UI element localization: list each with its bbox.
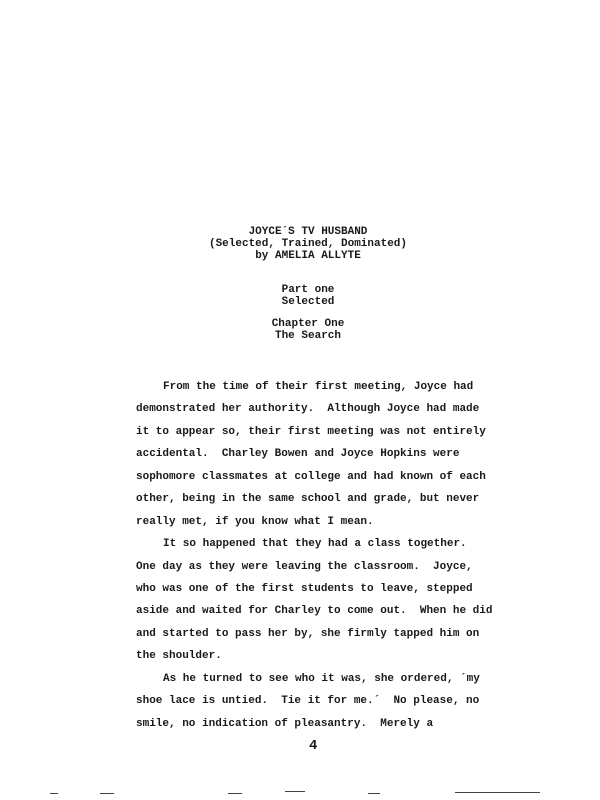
byline: by AMELIA ALLYTE xyxy=(255,250,361,262)
page-number: 4 xyxy=(309,738,318,754)
body-line: it to appear so, their first meeting was not entirely xyxy=(136,426,486,438)
body-line: the shoulder. xyxy=(136,650,222,662)
body-line: accidental. Charley Bowen and Joyce Hopkins were xyxy=(136,448,460,460)
title: JOYCE´S TV HUSBAND xyxy=(248,226,368,238)
scan-artifact xyxy=(285,791,305,792)
body-line: aside and waited for Charley to come out. When he did xyxy=(136,605,493,617)
body-line: who was one of the first students to leave, stepped xyxy=(136,583,473,595)
body-line: demonstrated her authority. Although Joyce had made xyxy=(136,403,480,415)
body-line: and started to pass her by, she firmly tapped him on xyxy=(136,628,480,640)
chapter-title: The Search xyxy=(274,330,341,342)
scan-artifact xyxy=(228,793,242,794)
part-label: Part one xyxy=(281,284,335,296)
body-line: It so happened that they had a class together. xyxy=(163,538,467,550)
scan-artifact xyxy=(50,793,58,794)
scan-artifact xyxy=(455,792,540,793)
scan-artifact xyxy=(100,793,114,794)
scan-artifact xyxy=(368,793,380,794)
chapter-label: Chapter One xyxy=(271,318,345,330)
body-line: smile, no indication of pleasantry. Merely a xyxy=(136,718,434,730)
body-line: One day as they were leaving the classroom. Joyce, xyxy=(136,561,473,573)
part-title: Selected xyxy=(281,296,335,308)
body-line: shoe lace is untied. Tie it for me.´ No please, no xyxy=(136,695,480,707)
body-line: As he turned to see who it was, she ordered, ´my xyxy=(163,673,480,685)
body-line: other, being in the same school and grade, but never xyxy=(136,493,480,505)
body-line: sophomore classmates at college and had known of each xyxy=(136,471,486,483)
subtitle: (Selected, Trained, Dominated) xyxy=(208,238,408,250)
body-line: From the time of their first meeting, Joyce had xyxy=(163,381,474,393)
body-line: really met, if you know what I mean. xyxy=(136,516,374,528)
